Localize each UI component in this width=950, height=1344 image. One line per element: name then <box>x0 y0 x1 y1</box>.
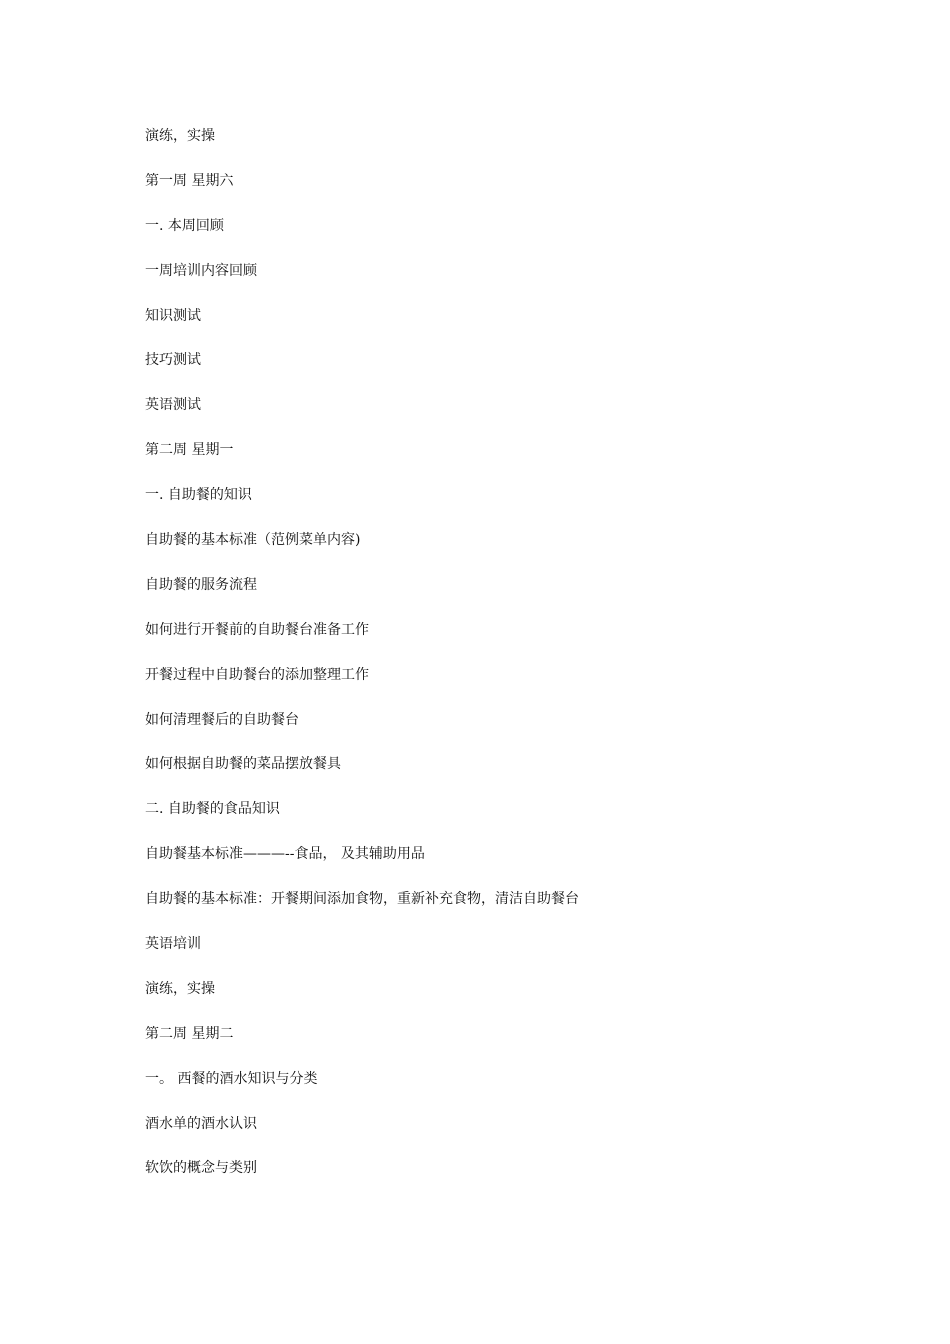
text-line: 如何根据自助餐的菜品摆放餐具 <box>145 756 341 773</box>
section-heading: 一. 本周回顾 <box>145 217 224 234</box>
text-line: 自助餐基本标准———--食品， 及其辅助用品 <box>145 846 425 863</box>
text-line: 如何进行开餐前的自助餐台准备工作 <box>145 621 369 638</box>
text-line: 自助餐的基本标准：开餐期间添加食物，重新补充食物，清洁自助餐台 <box>145 891 579 908</box>
text-line: 知识测试 <box>145 307 201 324</box>
text-line: 演练，实操 <box>145 980 215 997</box>
text-line: 酒水单的酒水认识 <box>145 1115 257 1132</box>
section-heading: 二. 自助餐的食品知识 <box>145 801 280 818</box>
week-heading: 第一周 星期六 <box>145 172 234 189</box>
text-line: 自助餐的基本标准（范例菜单内容) <box>145 532 361 549</box>
document-body <box>145 125 905 1202</box>
text-line: 开餐过程中自助餐台的添加整理工作 <box>145 666 369 683</box>
section-heading: 一. 自助餐的知识 <box>145 487 252 504</box>
text-line: 一周培训内容回顾 <box>145 262 257 279</box>
text-line: 英语培训 <box>145 936 201 953</box>
text-line: 演练，实操 <box>145 128 215 144</box>
week-heading: 第二周 星期一 <box>145 442 234 459</box>
text-line: 自助餐的服务流程 <box>145 576 257 593</box>
section-heading: 一。 西餐的酒水知识与分类 <box>145 1070 318 1087</box>
text-line: 英语测试 <box>145 397 201 414</box>
text-line: 软饮的概念与类别 <box>145 1160 257 1177</box>
text-line: 如何清理餐后的自助餐台 <box>145 711 299 728</box>
text-line: 技巧测试 <box>145 352 201 369</box>
week-heading: 第二周 星期二 <box>145 1025 234 1042</box>
